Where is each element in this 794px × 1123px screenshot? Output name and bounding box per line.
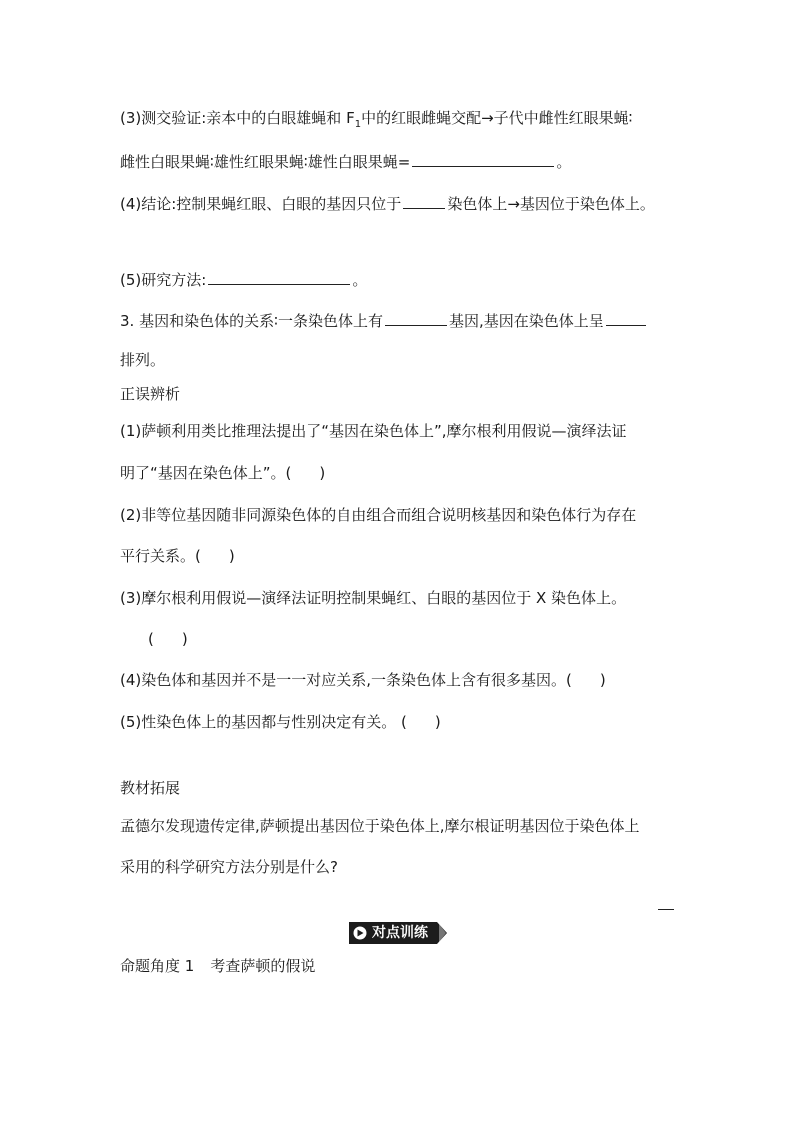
topic-title: 考查萨顿的假说 — [210, 957, 316, 975]
topic-label: 命题角度 1 — [120, 957, 195, 975]
s6-line2 — [120, 350, 165, 370]
paren-close: ) — [434, 713, 441, 731]
judge-q2-line2 — [120, 546, 235, 566]
arrangement-blank[interactable] — [606, 309, 646, 326]
s4-text-a: (4)结论:控制果蝇红眼、白眼的基因只位于 — [120, 195, 402, 213]
practice-badge — [349, 922, 447, 944]
judge-q3-line1: (3)摩尔根利用假说—演绎法证明控制果蝇红、白眼的基因位于 X 染色体上。 — [120, 589, 627, 607]
s3-line2 — [120, 150, 571, 172]
s3-end: 。 — [556, 153, 572, 171]
ext-q-line2: 采用的科学研究方法分别是什么? — [120, 858, 338, 876]
method-blank[interactable] — [208, 268, 350, 285]
s3-text-c: 子代中雌性红眼果蝇∶ — [493, 109, 633, 127]
judge-q1-line2 — [120, 463, 325, 483]
s5-end: 。 — [352, 271, 368, 289]
subscript-1: 1 — [354, 119, 362, 130]
paren-close: ) — [181, 630, 188, 648]
judge-q2-line1: (2)非等位基因随非同源染色体的自由组合而组合说明核基因和染色体行为存在 — [120, 506, 637, 524]
q3-text: ( — [148, 630, 154, 648]
ratio-blank[interactable] — [412, 150, 554, 167]
s3-text-b: 中的红眼雌蝇交配 — [361, 109, 482, 127]
paren-close: ) — [319, 464, 326, 482]
s3-ratio-text: 雌性白眼果蝇∶雄性红眼果蝇∶雄性白眼果蝇= — [120, 153, 411, 171]
ext-heading: 教材拓展 — [120, 779, 181, 797]
paren-close: ) — [599, 671, 606, 689]
q4-text: (4)染色体和基因并不是一一对应关系,一条染色体上含有很多基因。( — [120, 671, 572, 689]
q5-text: (5)性染色体上的基因都与性别决定有关。 ( — [120, 713, 407, 731]
arrow-icon: → — [507, 195, 520, 213]
badge-label: 对点训练 — [372, 925, 428, 941]
s3-line1 — [120, 108, 633, 135]
gene-count-blank[interactable] — [385, 309, 447, 326]
topic-line — [120, 956, 315, 976]
judge-heading: 正误辨析 — [120, 385, 181, 403]
s5-line — [120, 268, 367, 290]
s6-text-a: 3. 基因和染色体的关系∶一条染色体上有 — [120, 312, 383, 330]
s6-text-c: 排列。 — [120, 351, 166, 369]
judge-q1-line1: (1)萨顿利用类比推理法提出了“基因在染色体上”,摩尔根利用假说—演绎法证 — [120, 422, 627, 440]
s6-line1 — [120, 309, 648, 331]
arrow-icon: → — [481, 109, 494, 127]
paren-close: ) — [228, 547, 235, 565]
judge-q5-line — [120, 712, 441, 732]
ext-q-line1: 孟德尔发现遗传定律,萨顿提出基因位于染色体上,摩尔根证明基因位于染色体上 — [120, 817, 640, 835]
s6-text-b: 基因,基因在染色体上呈 — [449, 312, 604, 330]
judge-q3-line2 — [148, 629, 188, 649]
s4-text-b: 染色体上 — [447, 195, 508, 213]
s4-line — [120, 192, 655, 214]
q2-text: 平行关系。( — [120, 547, 201, 565]
s3-text-a: (3)测交验证:亲本中的白眼雄蝇和 F — [120, 109, 355, 127]
q1-text: 明了“基因在染色体上”。( — [120, 464, 292, 482]
s4-text-c: 基因位于染色体上。 — [519, 195, 655, 213]
answer-line[interactable] — [658, 909, 674, 910]
chromosome-blank[interactable] — [403, 192, 445, 209]
judge-q4-line — [120, 670, 606, 690]
s5-text: (5)研究方法: — [120, 271, 207, 289]
